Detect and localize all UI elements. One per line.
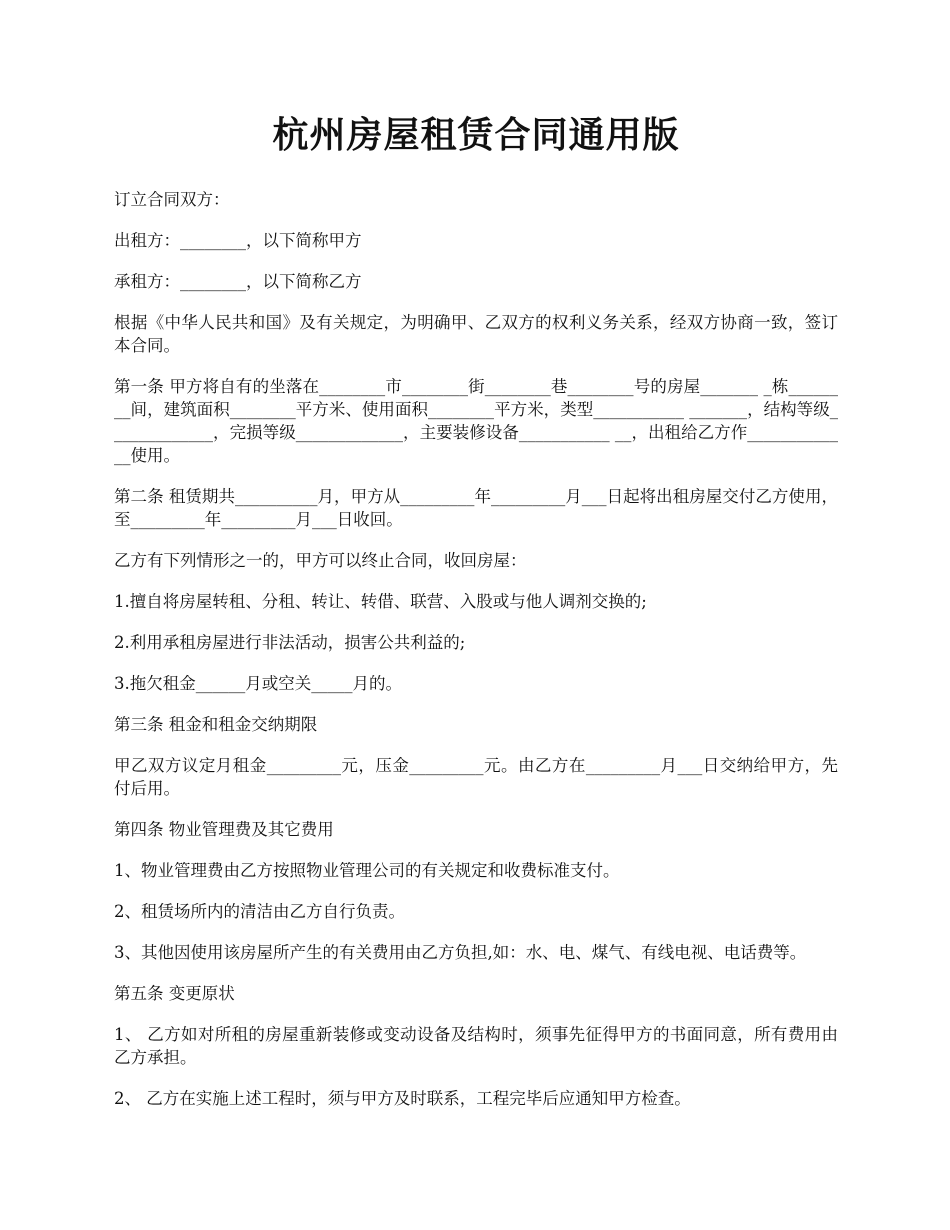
paragraph-termination-conditions: 乙方有下列情形之一的，甲方可以终止合同，收回房屋： <box>114 551 527 570</box>
paragraph-article-4-item-3: 3、其他因使用该房屋所产生的有关费用由乙方负担,如：水、电、煤气、有线电视、电话费等。 <box>114 943 807 962</box>
paragraph-article-4-item-2: 2、租赁场所内的清洁由乙方自行负责。 <box>114 902 405 921</box>
paragraph-article-5-item-2: 2、 乙方在实施上述工程时，须与甲方及时联系，工程完毕后应通知甲方检查。 <box>114 1089 691 1108</box>
paragraph-article-1: 第一条 甲方将自有的坐落在________市________街________巷________号的房屋_______ _栋________间，建筑面积________平方米、使用面积________平方米，类型___________ _______，结构等级_____________，完损等级_____________，主要装修设备___________ __，出租给乙方作_____________使用。 <box>114 377 838 465</box>
paragraph-article-3-body: 甲乙双方议定月租金_________元，压金_________元。由乙方在_________月___日交纳给甲方，先付后用。 <box>114 756 838 798</box>
paragraph-parties-heading: 订立合同双方： <box>114 190 230 209</box>
paragraph-article-4-heading: 第四条 物业管理费及其它费用 <box>114 820 334 839</box>
paragraph-condition-2: 2.利用承租房屋进行非法活动，损害公共利益的; <box>114 633 466 652</box>
paragraph-article-5-item-1: 1、 乙方如对所租的房屋重新装修或变动设备及结构时，须事先征得甲方的书面同意，所有费用由乙方承担。 <box>114 1025 838 1067</box>
document-title: 杭州房屋租赁合同通用版 <box>272 114 680 156</box>
paragraph-preamble: 根据《中华人民共和国》及有关规定，为明确甲、乙双方的权利义务关系，经双方协商一致，签订本合同。 <box>114 313 838 355</box>
paragraph-article-3-heading: 第三条 租金和租金交纳期限 <box>114 715 318 734</box>
paragraph-article-4-item-1: 1、物业管理费由乙方按照物业管理公司的有关规定和收费标准支付。 <box>114 861 620 880</box>
paragraph-condition-3: 3.拖欠租金______月或空关_____月的。 <box>114 674 402 693</box>
paragraph-lessee: 承租方：________，以下简称乙方 <box>114 272 362 291</box>
paragraph-condition-1: 1.擅自将房屋转租、分租、转让、转借、联营、入股或与他人调剂交换的; <box>114 592 647 611</box>
paragraph-lessor: 出租方：________，以下简称甲方 <box>114 231 362 250</box>
paragraph-article-2: 第二条 租赁期共__________月，甲方从_________年_________月___日起将出租房屋交付乙方使用，至_________年_________月___日收回。 <box>114 487 838 529</box>
paragraph-article-5-heading: 第五条 变更原状 <box>114 984 235 1003</box>
